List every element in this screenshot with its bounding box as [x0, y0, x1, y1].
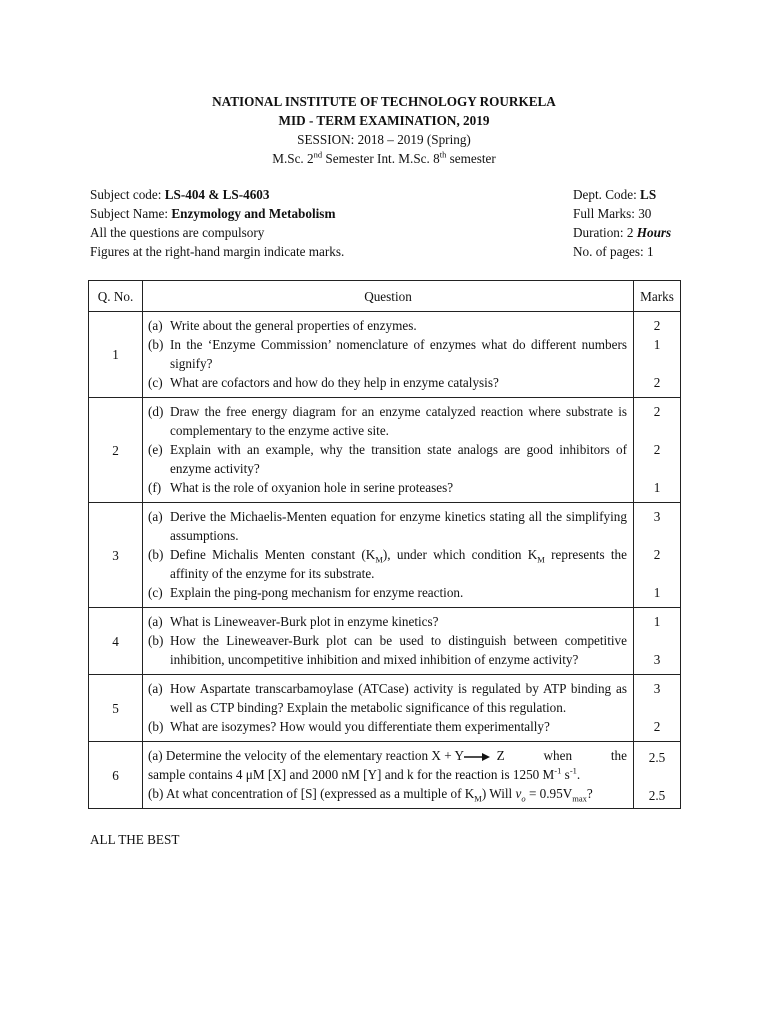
question-cell: [143, 503, 634, 608]
marks-cell: [634, 312, 681, 398]
mark-value: 3: [653, 509, 661, 524]
question-cell: [143, 742, 634, 809]
semester-line: M.Sc. 2nd Semester Int. M.Sc. 8th semester: [272, 149, 496, 166]
mark-value: 2: [653, 719, 661, 734]
subquestion: (b) In the ‘Enzyme Commission’ nomenclature of enzymes what do different numbers signify?: [148, 337, 627, 371]
exam-header: [0, 92, 768, 168]
subject-name: Subject Name: Enzymology and Metabolism: [90, 206, 336, 221]
subquestion: (e) Explain with an example, why the transition state analogs are good inhibitors of enzyme activity?: [148, 442, 627, 476]
subquestion: (a) Determine the velocity of the elementary reaction X + Y Z when the: [148, 748, 627, 763]
exam-title: MID - TERM EXAMINATION, 2019: [278, 113, 490, 128]
subquestion: (b) Define Michalis Menten constant $(K_M)$, under which condition $K_M$ represents the affinity of the enzyme for its substrate.: [148, 547, 627, 581]
figures-note: Figures at the right-hand margin indicate marks.: [90, 244, 345, 259]
mark-value: 2: [653, 375, 661, 390]
subquestion: (b) At what concentration of [S] (expressed as a multiple of $K_M$) Will $v_o = 0.95V_{max}$?: [148, 786, 593, 804]
mark-value: 1: [653, 480, 661, 495]
table-header-row: [89, 281, 681, 312]
qno-cell: 5: [89, 675, 143, 742]
subquestion: (c) Explain the ping-pong mechanism for enzyme reaction.: [148, 585, 464, 600]
reaction-arrow-icon: [464, 752, 490, 762]
question-row-3: [89, 503, 681, 608]
question-table: [88, 280, 681, 809]
page-count: No. of pages: 1: [573, 244, 654, 259]
qno-header: Q. No.: [89, 281, 143, 312]
subquestion: (b) What are isozymes? How would you differentiate them experimentally?: [148, 719, 550, 734]
subquestion: (a) Write about the general properties of enzymes.: [148, 318, 417, 333]
question-row-6: [89, 742, 681, 809]
subquestion: (d) Draw the free energy diagram for an enzyme catalyzed reaction where substrate is complementary to the enzyme active site.: [148, 404, 627, 438]
mark-value: 3: [653, 652, 661, 667]
mark-value: 1: [653, 337, 661, 352]
mark-value: 2.5: [648, 788, 666, 803]
mark-value: 1: [653, 585, 661, 600]
subquestion: (f) What is the role of oxyanion hole in serine proteases?: [148, 480, 454, 495]
mark-value: 1: [653, 614, 661, 629]
question-row-1: [89, 312, 681, 398]
subquestion: (b) How the Lineweaver-Burk plot can be used to distinguish between competitive inhibition, uncompetitive inhibition and mixed inhibition of enzyme activity?: [148, 633, 627, 667]
mark-value: 2: [653, 547, 661, 562]
duration: Duration: 2 Hours: [573, 225, 672, 240]
question-cell: [143, 398, 634, 503]
question-cell: [143, 608, 634, 675]
mark-value: 3: [653, 681, 661, 696]
question-header: Question: [143, 281, 634, 312]
qno-cell: 4: [89, 608, 143, 675]
subquestion: (a) How Aspartate transcarbamoylase (ATCase) activity is regulated by ATP binding as well as CTP binding? Explain the metabolic significance of this regulation.: [148, 681, 627, 715]
full-marks: Full Marks: 30: [573, 206, 652, 221]
question-cell: [143, 675, 634, 742]
question-cell: [143, 312, 634, 398]
marks-cell: [634, 398, 681, 503]
question-row-4: [89, 608, 681, 675]
marks-cell: [634, 503, 681, 608]
marks-header: Marks: [634, 281, 681, 312]
exam-info-right: [573, 185, 671, 261]
subquestion: (c) What are cofactors and how do they help in enzyme catalysis?: [148, 375, 499, 390]
institute-name: NATIONAL INSTITUTE OF TECHNOLOGY ROURKELA: [212, 94, 556, 109]
subquestion: (a) Derive the Michaelis-Menten equation for enzyme kinetics stating all the simplifying assumptions.: [148, 509, 627, 543]
qno-cell: 3: [89, 503, 143, 608]
mark-value: 2: [653, 404, 661, 419]
marks-cell: [634, 742, 681, 809]
mark-value: 2: [653, 442, 661, 457]
subquestion: (a) What is Lineweaver-Burk plot in enzyme kinetics?: [148, 614, 439, 629]
dept-code: Dept. Code: LS: [573, 187, 657, 202]
subquestion-continued: sample contains 4 μM [X] and 2000 nM [Y] and k for the reaction is 1250 $M^{-1}$ $s^{-1}$.: [148, 765, 581, 782]
qno-cell: 2: [89, 398, 143, 503]
mark-value: 2.5: [648, 750, 666, 765]
mark-value: 2: [653, 318, 661, 333]
question-row-5: [89, 675, 681, 742]
marks-cell: [634, 675, 681, 742]
marks-cell: [634, 608, 681, 675]
subject-code: Subject code: LS-404 & LS-4603: [90, 187, 270, 202]
qno-cell: 6: [89, 742, 143, 809]
exam-info-left: [90, 185, 344, 261]
session-line: SESSION: 2018 – 2019 (Spring): [297, 132, 471, 147]
qno-cell: 1: [89, 312, 143, 398]
question-row-2: [89, 398, 681, 503]
closing-note: ALL THE BEST: [90, 832, 180, 847]
compulsory-note: All the questions are compulsory: [90, 225, 265, 240]
